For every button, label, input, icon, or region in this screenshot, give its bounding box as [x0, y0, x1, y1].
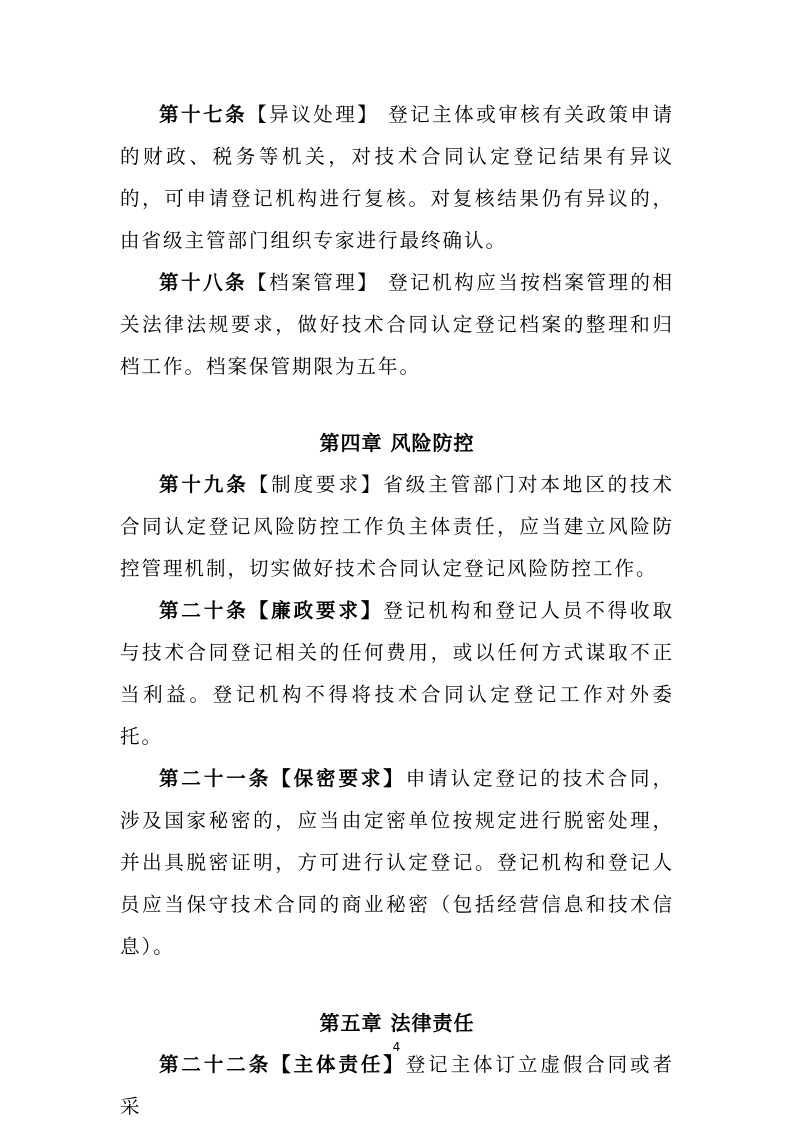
page-number: 4 [392, 1040, 401, 1054]
article-22-title: 【主体责任】 [271, 1053, 406, 1076]
article-19-text: 省级主管部门对本地区的技术合同认定登记风险防控工作负主体责任，应当建立风险防控管理机制，切实做好技术合同认定登记风险防控工作。 [120, 473, 674, 580]
article-18 [120, 262, 674, 388]
article-20-number: 第二十条 [159, 599, 249, 622]
article-19-number: 第十九条 [159, 473, 249, 496]
article-17 [120, 94, 674, 262]
article-18-title: 【档案管理】 [247, 271, 380, 294]
article-21-number: 第二十一条 [159, 767, 272, 790]
article-21 [120, 758, 674, 968]
document-body [120, 94, 674, 1128]
chapter-5-heading: 第五章 法律责任 [319, 1011, 475, 1035]
article-20-text: 登记机构和登记人员不得收取与技术合同登记相关的任何费用，或以任何方式谋取不正当利益。登记机构不得将技术合同认定登记工作对外委托。 [120, 599, 674, 748]
article-22-text: 登记主体订立虚假合同或者采 [120, 1053, 674, 1118]
article-18-text: 登记机构应当按档案管理的相关法律法规要求，做好技术合同认定登记档案的整理和归档工作。档案保管期限为五年。 [120, 271, 674, 378]
article-17-text: 登记主体或审核有关政策申请的财政、税务等机关，对技术合同认定登记结果有异议的，可申请登记机构进行复核。对复核结果仍有异议的，由省级主管部门组织专家进行最终确认。 [120, 103, 674, 252]
article-20 [120, 590, 674, 758]
article-19 [120, 464, 674, 590]
article-20-title: 【廉政要求】 [248, 599, 384, 622]
article-22-number: 第二十二条 [159, 1053, 272, 1076]
article-22 [120, 1044, 674, 1128]
article-17-title: 【异议处理】 [247, 103, 380, 126]
article-18-number: 第十八条 [159, 271, 248, 294]
article-19-title: 【制度要求】 [248, 473, 384, 496]
article-17-number: 第十七条 [159, 103, 248, 126]
article-21-title: 【保密要求】 [271, 767, 406, 790]
article-21-text: 申请认定登记的技术合同，涉及国家秘密的，应当由定密单位按规定进行脱密处理，并出具脱密证明，方可进行认定登记。登记机构和登记人员应当保守技术合同的商业秘密（包括经营信息和技术信息）。 [120, 767, 674, 958]
chapter-4-heading: 第四章 风险防控 [319, 431, 475, 455]
